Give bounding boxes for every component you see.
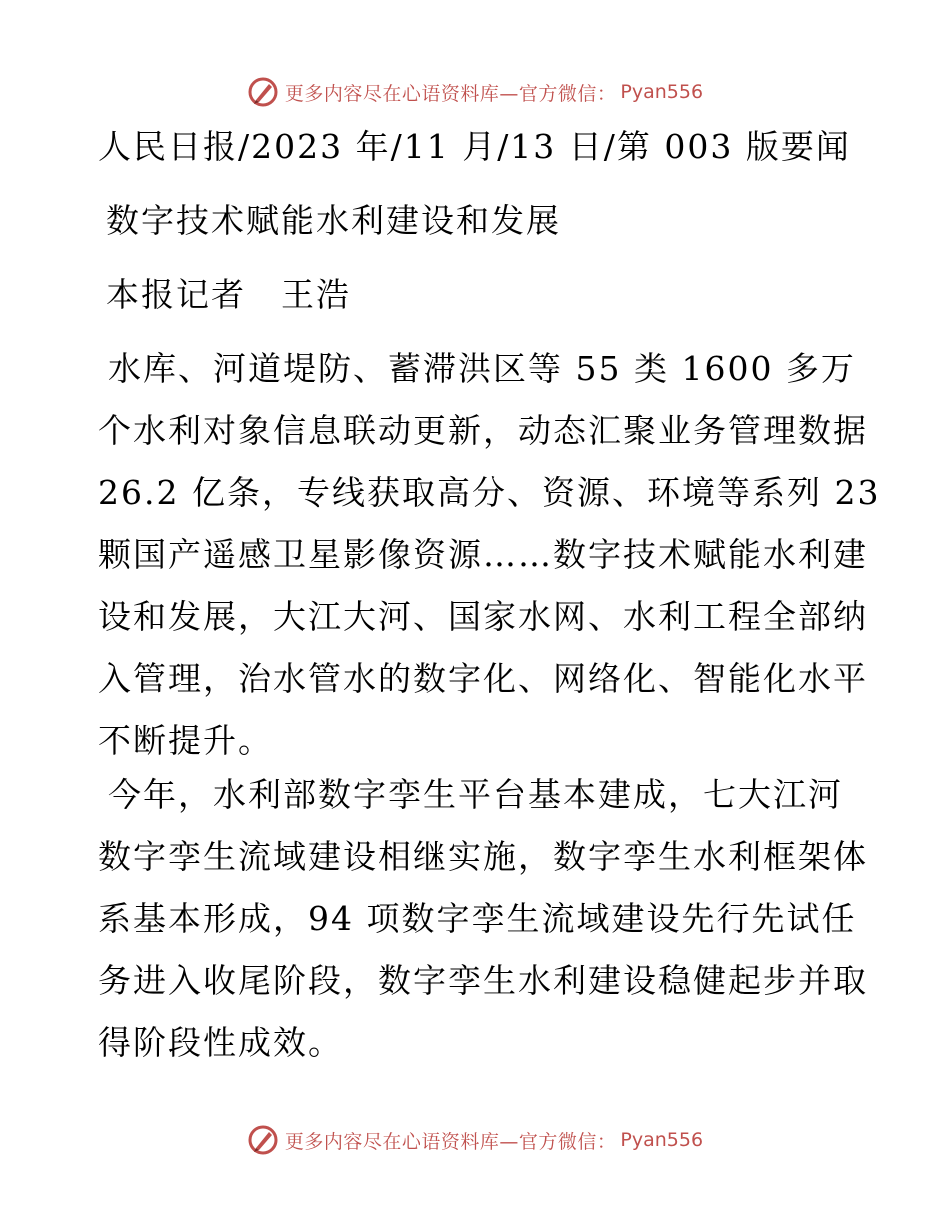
paragraph-line: 颗国产遥感卫星影像资源……数字技术赋能水利建 [98, 535, 868, 574]
paragraph-line: 设和发展，大江大河、国家水网、水利工程全部纳 [98, 597, 868, 636]
pen-logo-icon [247, 1124, 279, 1156]
watermark-footer [0, 1122, 950, 1158]
paragraph-line: 数字孪生流域建设相继实施，数字孪生水利框架体 [98, 837, 868, 876]
watermark-contact: Pyan556 [620, 1129, 704, 1151]
watermark-contact: Pyan556 [620, 81, 704, 103]
paragraph-line: 水库、河道堤防、蓄滞洪区等 55 类 1600 多万 [108, 349, 856, 388]
paragraph-line: 务进入收尾阶段，数字孪生水利建设稳健起步并取 [98, 961, 868, 1000]
paragraph-line: 不断提升。 [98, 721, 273, 760]
pen-logo-icon [247, 76, 279, 108]
watermark-text: 更多内容尽在心语资料库—官方微信： [284, 82, 617, 105]
watermark-header [0, 74, 950, 110]
paragraph-line: 26.2 亿条，专线获取高分、资源、环境等系列 23 [98, 473, 881, 512]
paragraph-line: 入管理，治水管水的数字化、网络化、智能化水平 [98, 659, 868, 698]
byline: 本报记者 王浩 [106, 275, 351, 314]
dateline: 人民日报/2023 年/11 月/13 日/第 003 版要闻 [98, 127, 851, 166]
paragraph-1 [98, 338, 881, 772]
paragraph-2 [98, 764, 868, 1074]
paragraph-line: 得阶段性成效。 [98, 1023, 343, 1062]
paragraph-line: 个水利对象信息联动更新，动态汇聚业务管理数据 [98, 411, 868, 450]
paragraph-line: 今年，水利部数字孪生平台基本建成，七大江河 [108, 775, 843, 814]
watermark-text: 更多内容尽在心语资料库—官方微信： [284, 1130, 617, 1153]
paragraph-line: 系基本形成，94 项数字孪生流域建设先行先试任 [98, 899, 857, 938]
article-title: 数字技术赋能水利建设和发展 [106, 201, 561, 240]
